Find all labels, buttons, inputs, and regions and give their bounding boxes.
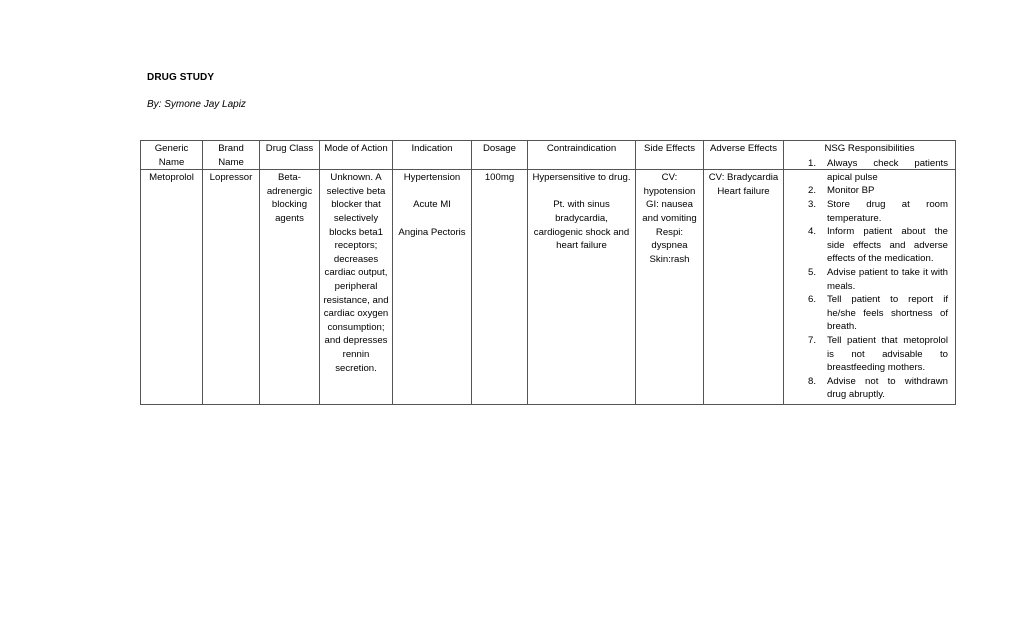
cell-brand-name: Lopressor — [203, 170, 260, 405]
header-adverse-effects: Adverse Effects — [704, 141, 784, 170]
header-dosage: Dosage — [472, 141, 528, 170]
cell-side-effects — [636, 170, 704, 405]
nsg-item: Store drug at room temperature. — [827, 198, 948, 224]
header-side-effects: Side Effects — [636, 141, 704, 170]
table-row — [141, 170, 956, 405]
adverse-effect-item: CV: Bradycardia — [708, 172, 779, 184]
nsg-item: Tell patient to report if he/she feels shortness of breath. — [827, 294, 948, 333]
header-drug-class: Drug Class — [260, 141, 320, 170]
header-brand-name: Brand Name — [203, 141, 260, 170]
indication-item: Angina Pectoris — [398, 226, 466, 238]
header-generic-name: Generic Name — [141, 141, 203, 170]
cell-contraindication — [528, 170, 636, 405]
side-effect-item: GI: nausea and vomiting — [642, 199, 697, 224]
indication-item: Hypertension — [403, 172, 461, 184]
cell-generic-name: Metoprolol — [141, 170, 203, 405]
header-mode-of-action: Mode of Action — [320, 141, 393, 170]
cell-drug-class: Beta-adrenergic blocking agents — [260, 170, 320, 405]
side-effect-item: Skin:rash — [649, 253, 690, 265]
document-author: By: Symone Jay Lapiz — [147, 99, 246, 110]
header-nsg-responsibilities: NSG Responsibilities — [784, 141, 956, 170]
nsg-item: Advise patient to take it with meals. — [827, 266, 948, 292]
nsg-item: Always check patients apical pulse — [827, 158, 948, 183]
document-title: DRUG STUDY — [147, 72, 215, 83]
nsg-item: Monitor BP — [827, 185, 875, 197]
contraindication-item: Pt. with sinus bradycardia, cardiogenic shock and heart failure — [533, 199, 630, 252]
contraindication-item: Hypersensitive to drug. — [532, 172, 631, 184]
nsg-list — [786, 157, 953, 402]
header-indication: Indication — [393, 141, 472, 170]
side-effect-item: Respi: dyspnea — [651, 226, 688, 252]
nsg-item: Tell patient that metoprolol is not advisable to breastfeeding mothers. — [827, 334, 948, 374]
nsg-item: Inform patient about the side effects and adverse effects of the medication. — [827, 226, 948, 265]
cell-indication — [393, 170, 472, 405]
cell-dosage: 100mg — [472, 170, 528, 405]
adverse-effect-item: Heart failure — [717, 185, 770, 197]
nsg-item: Advise not to withdrawn drug abruptly. — [827, 375, 948, 401]
cell-nsg-responsibilities — [784, 158, 956, 405]
header-contraindication: Contraindication — [528, 141, 636, 170]
side-effect-item: CV: hypotension — [643, 172, 696, 197]
drug-study-table — [140, 140, 956, 405]
cell-adverse-effects — [704, 170, 784, 405]
cell-mode-of-action: Unknown. A selective beta blocker that selectively blocks beta1 receptors; decreases cardiac output, peripheral resistance, and cardiac oxygen consumption; and depresses rennin secretion. — [320, 170, 393, 405]
indication-item: Acute MI — [413, 199, 451, 211]
